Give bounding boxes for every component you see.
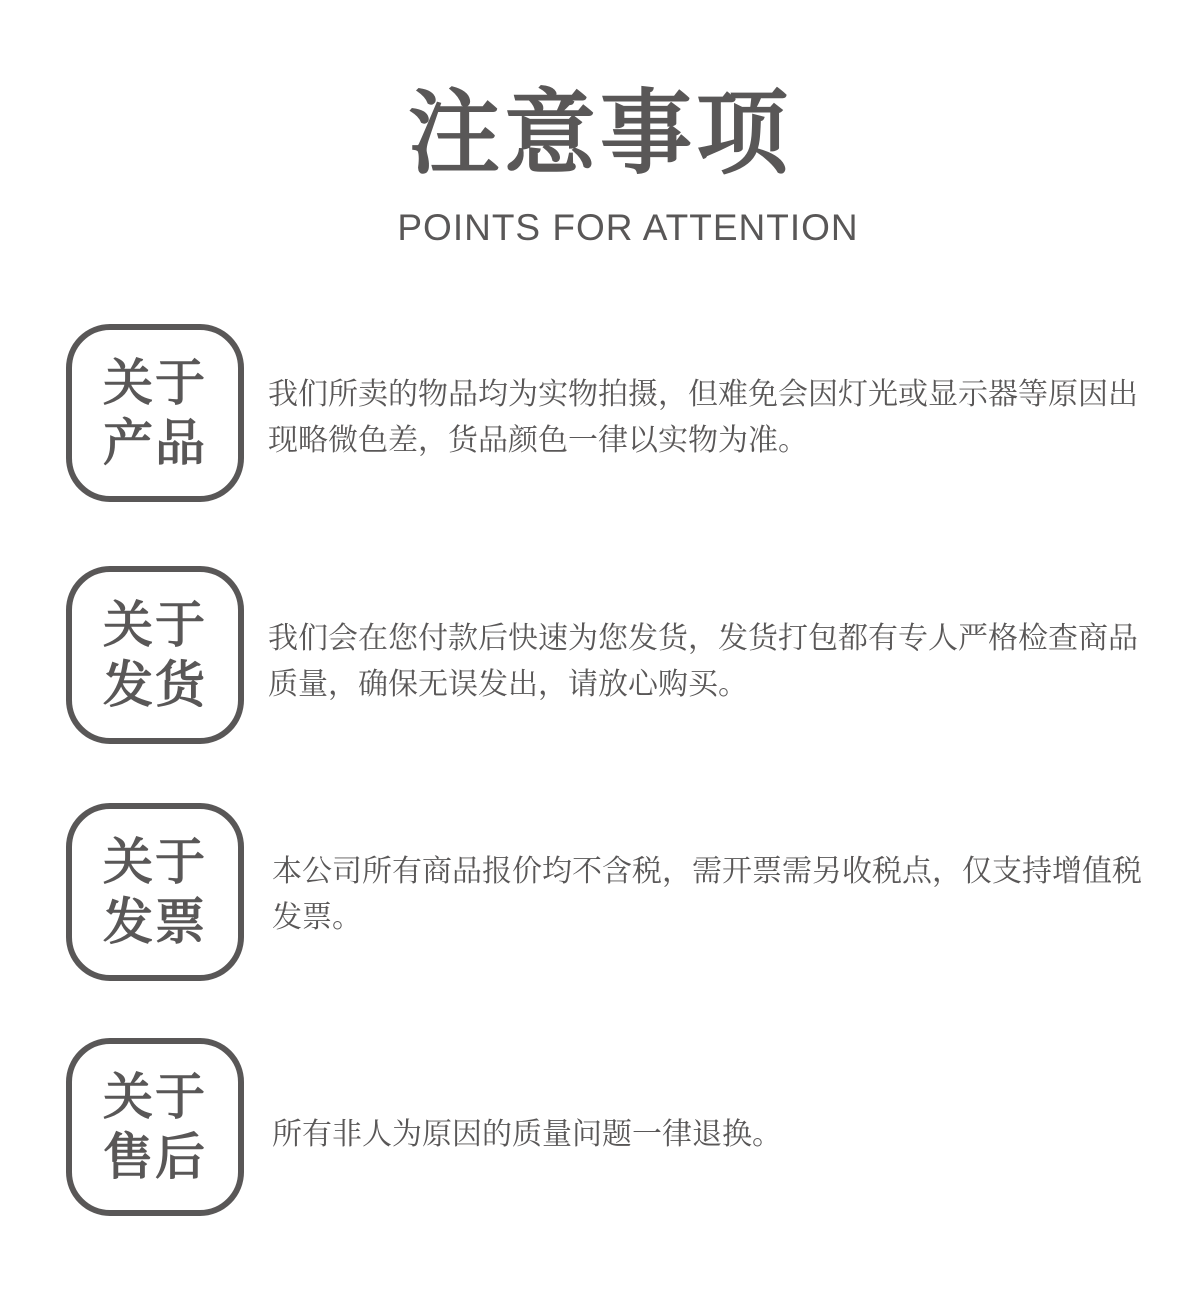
badge-label-line2: 产品: [103, 414, 207, 472]
badge-label-line1: 关于: [103, 354, 207, 412]
badge-label-line1: 关于: [103, 596, 207, 654]
notice-after-sales: [66, 1038, 1186, 1216]
notice-badge: [66, 324, 244, 502]
badge-label-line2: 售后: [103, 1128, 207, 1186]
notice-shipping: [66, 566, 1186, 744]
notice-text: 所有非人为原因的质量问题一律退换。: [272, 1117, 782, 1152]
notice-badge: [66, 803, 244, 981]
badge-label-line1: 关于: [103, 833, 207, 891]
notice-text: 我们所卖的物品均为实物拍摄，但难免会因灯光或显示器等原因出现略微色差，货品颜色一律以实物为准。: [268, 377, 1138, 458]
badge-label-line2: 发货: [103, 656, 207, 714]
badge-label-line2: 发票: [103, 893, 207, 951]
page-title: 注意事项: [407, 80, 792, 187]
page-subtitle: POINTS FOR ATTENTION: [397, 207, 859, 248]
notice-invoice: [66, 803, 1186, 981]
notice-text: 本公司所有商品报价均不含税，需开票需另收税点，仅支持增值税发票。: [272, 854, 1142, 935]
notice-badge: [66, 1038, 244, 1216]
badge-label-line1: 关于: [103, 1068, 207, 1126]
notice-text: 我们会在您付款后快速为您发货，发货打包都有专人严格检查商品质量，确保无误发出，请放心购买。: [268, 621, 1138, 702]
notice-product: [66, 324, 1186, 502]
notice-badge: [66, 566, 244, 744]
